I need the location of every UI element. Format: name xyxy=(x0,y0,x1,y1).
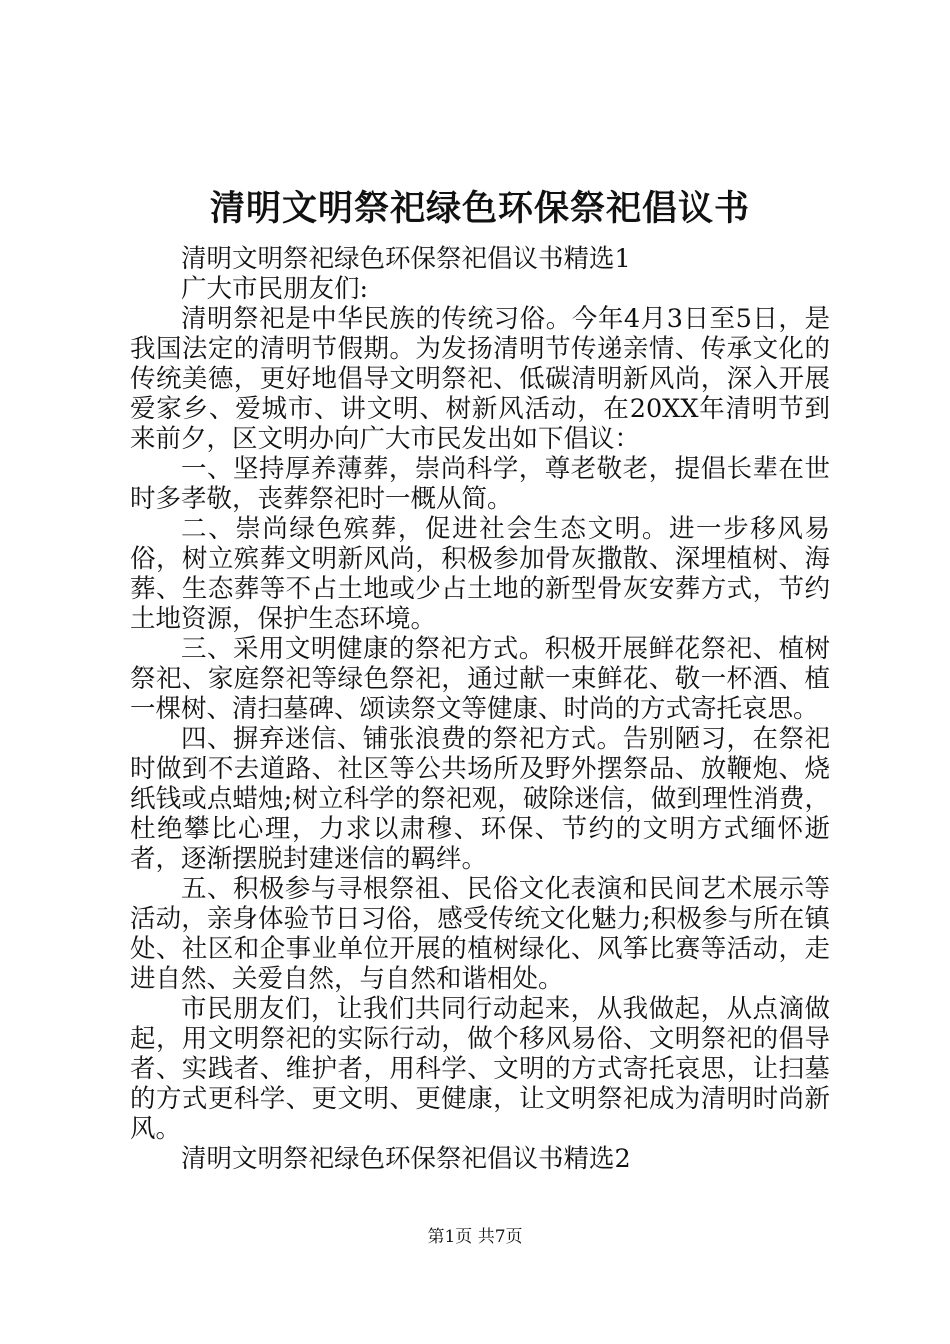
proposal-item-4: 四、摒弃迷信、铺张浪费的祭祀方式。告别陋习，在祭祀时做到不去道路、社区等公共场所及野外摆祭品、放鞭炮、烧纸钱或点蜡烛;树立科学的祭祀观，破除迷信，做到理性消费，杜绝攀比心理，力求以肃穆、环保、节约的文明方式缅怀逝者，逐渐摆脱封建迷信的羁绊。 xyxy=(130,724,830,874)
section-heading-1: 清明文明祭祀绿色环保祭祀倡议书精选1 xyxy=(181,244,631,274)
section-heading-2: 清明文明祭祀绿色环保祭祀倡议书精选2 xyxy=(181,1144,631,1174)
proposal-item-5: 五、积极参与寻根祭祖、民俗文化表演和民间艺术展示等活动，亲身体验节日习俗，感受传统文化魅力;积极参与所在镇处、社区和企事业单位开展的植树绿化、风筝比赛等活动，走进自然、关爱自然，与自然和谐相处。 xyxy=(130,874,830,994)
document-title: 清明文明祭祀绿色环保祭祀倡议书 xyxy=(209,188,750,229)
intro-paragraph: 清明祭祀是中华民族的传统习俗。今年4月3日至5日，是我国法定的清明节假期。为发扬清明节传递亲情、传承文化的传统美德，更好地倡导文明祭祀、低碳清明新风尚，深入开展爱家乡、爱城市、讲文明、树新风活动，在20XX年清明节到来前夕，区文明办向广大市民发出如下倡议： xyxy=(130,304,830,454)
proposal-item-1: 一、坚持厚养薄葬，崇尚科学，尊老敬老，提倡长辈在世时多孝敬，丧葬祭祀时一概从简。 xyxy=(130,454,830,514)
page-number-footer: 第1页 共7页 xyxy=(427,1227,523,1247)
proposal-item-3: 三、采用文明健康的祭祀方式。积极开展鲜花祭祀、植树祭祀、家庭祭祀等绿色祭祀，通过献一束鲜花、敬一杯酒、植一棵树、清扫墓碑、颂读祭文等健康、时尚的方式寄托哀思。 xyxy=(130,634,830,724)
salutation: 广大市民朋友们: xyxy=(181,274,369,304)
document-page xyxy=(130,180,830,1174)
proposal-item-2: 二、崇尚绿色殡葬，促进社会生态文明。进一步移风易俗，树立殡葬文明新风尚，积极参加骨灰撒散、深埋植树、海葬、生态葬等不占土地或少占土地的新型骨灰安葬方式，节约土地资源，保护生态环境。 xyxy=(130,514,830,634)
closing-paragraph: 市民朋友们，让我们共同行动起来，从我做起，从点滴做起，用文明祭祀的实际行动，做个移风易俗、文明祭祀的倡导者、实践者、维护者，用科学、文明的方式寄托哀思，让扫墓的方式更科学、更文明、更健康，让文明祭祀成为清明时尚新风。 xyxy=(130,994,830,1144)
